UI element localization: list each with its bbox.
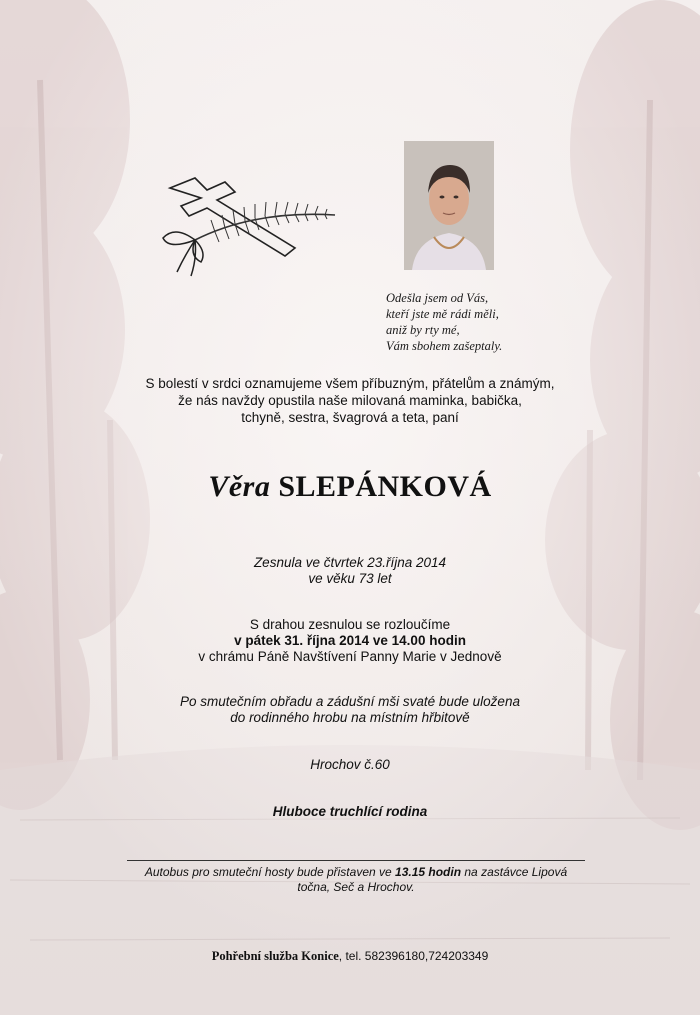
burial-info <box>110 694 590 726</box>
funeral-service-footer <box>120 949 580 964</box>
burial-line: Po smutečním obřadu a zádušní mši svaté bude uložena <box>180 694 520 709</box>
bus-time: 13.15 hodin <box>395 865 462 879</box>
verse-line: Vám sbohem zašeptaly. <box>386 339 503 353</box>
divider-line <box>127 860 585 861</box>
first-name: Věra <box>208 470 271 503</box>
mourners-signature: Hluboce truchlící rodina <box>272 804 428 819</box>
farewell-info <box>110 617 590 665</box>
verse-line: kteří jste mě rádi měli, <box>386 307 499 321</box>
announcement-text <box>130 375 570 426</box>
funeral-service-name: Pohřební služba Konice <box>211 949 339 963</box>
deceased-name <box>100 470 600 504</box>
family-address: Hrochov č.60 <box>310 757 390 772</box>
bus-notice <box>130 865 582 895</box>
verse-line: Odešla jsem od Vás, <box>386 291 489 305</box>
death-info <box>150 555 550 587</box>
farewell-datetime: v pátek 31. října 2014 ve 14.00 hodin <box>234 633 466 648</box>
announcement-line: S bolestí v srdci oznamujeme všem příbuzným, přátelům a známým, <box>145 376 555 391</box>
announcement-line: tchyně, sestra, švagrová a teta, paní <box>241 410 459 425</box>
last-name: SLEPÁNKOVÁ <box>278 470 492 503</box>
death-date: Zesnula ve čtvrtek 23.října 2014 <box>253 555 447 570</box>
bus-notice-stops: točna, Seč a Hrochov. <box>297 880 415 894</box>
bus-notice-before: Autobus pro smuteční hosty bude přistaven ve <box>144 865 396 879</box>
bus-notice-after: na zastávce Lipová <box>461 865 568 879</box>
death-age: ve věku 73 let <box>308 571 392 586</box>
announcement-line: že nás navždy opustila naše milovaná maminka, babička, <box>178 393 522 408</box>
farewell-place: v chrámu Páně Navštívení Panny Marie v Jednově <box>198 649 502 664</box>
burial-line: do rodinného hrobu na místním hřbitově <box>230 710 470 725</box>
funeral-service-contact: , tel. 582396180,724203349 <box>338 949 489 963</box>
verse-line: aniž by rty mé, <box>386 323 460 337</box>
memorial-verse <box>386 290 502 354</box>
farewell-intro: S drahou zesnulou se rozloučíme <box>249 617 451 632</box>
portrait-photo <box>404 141 494 270</box>
cross-ornament <box>155 170 340 280</box>
